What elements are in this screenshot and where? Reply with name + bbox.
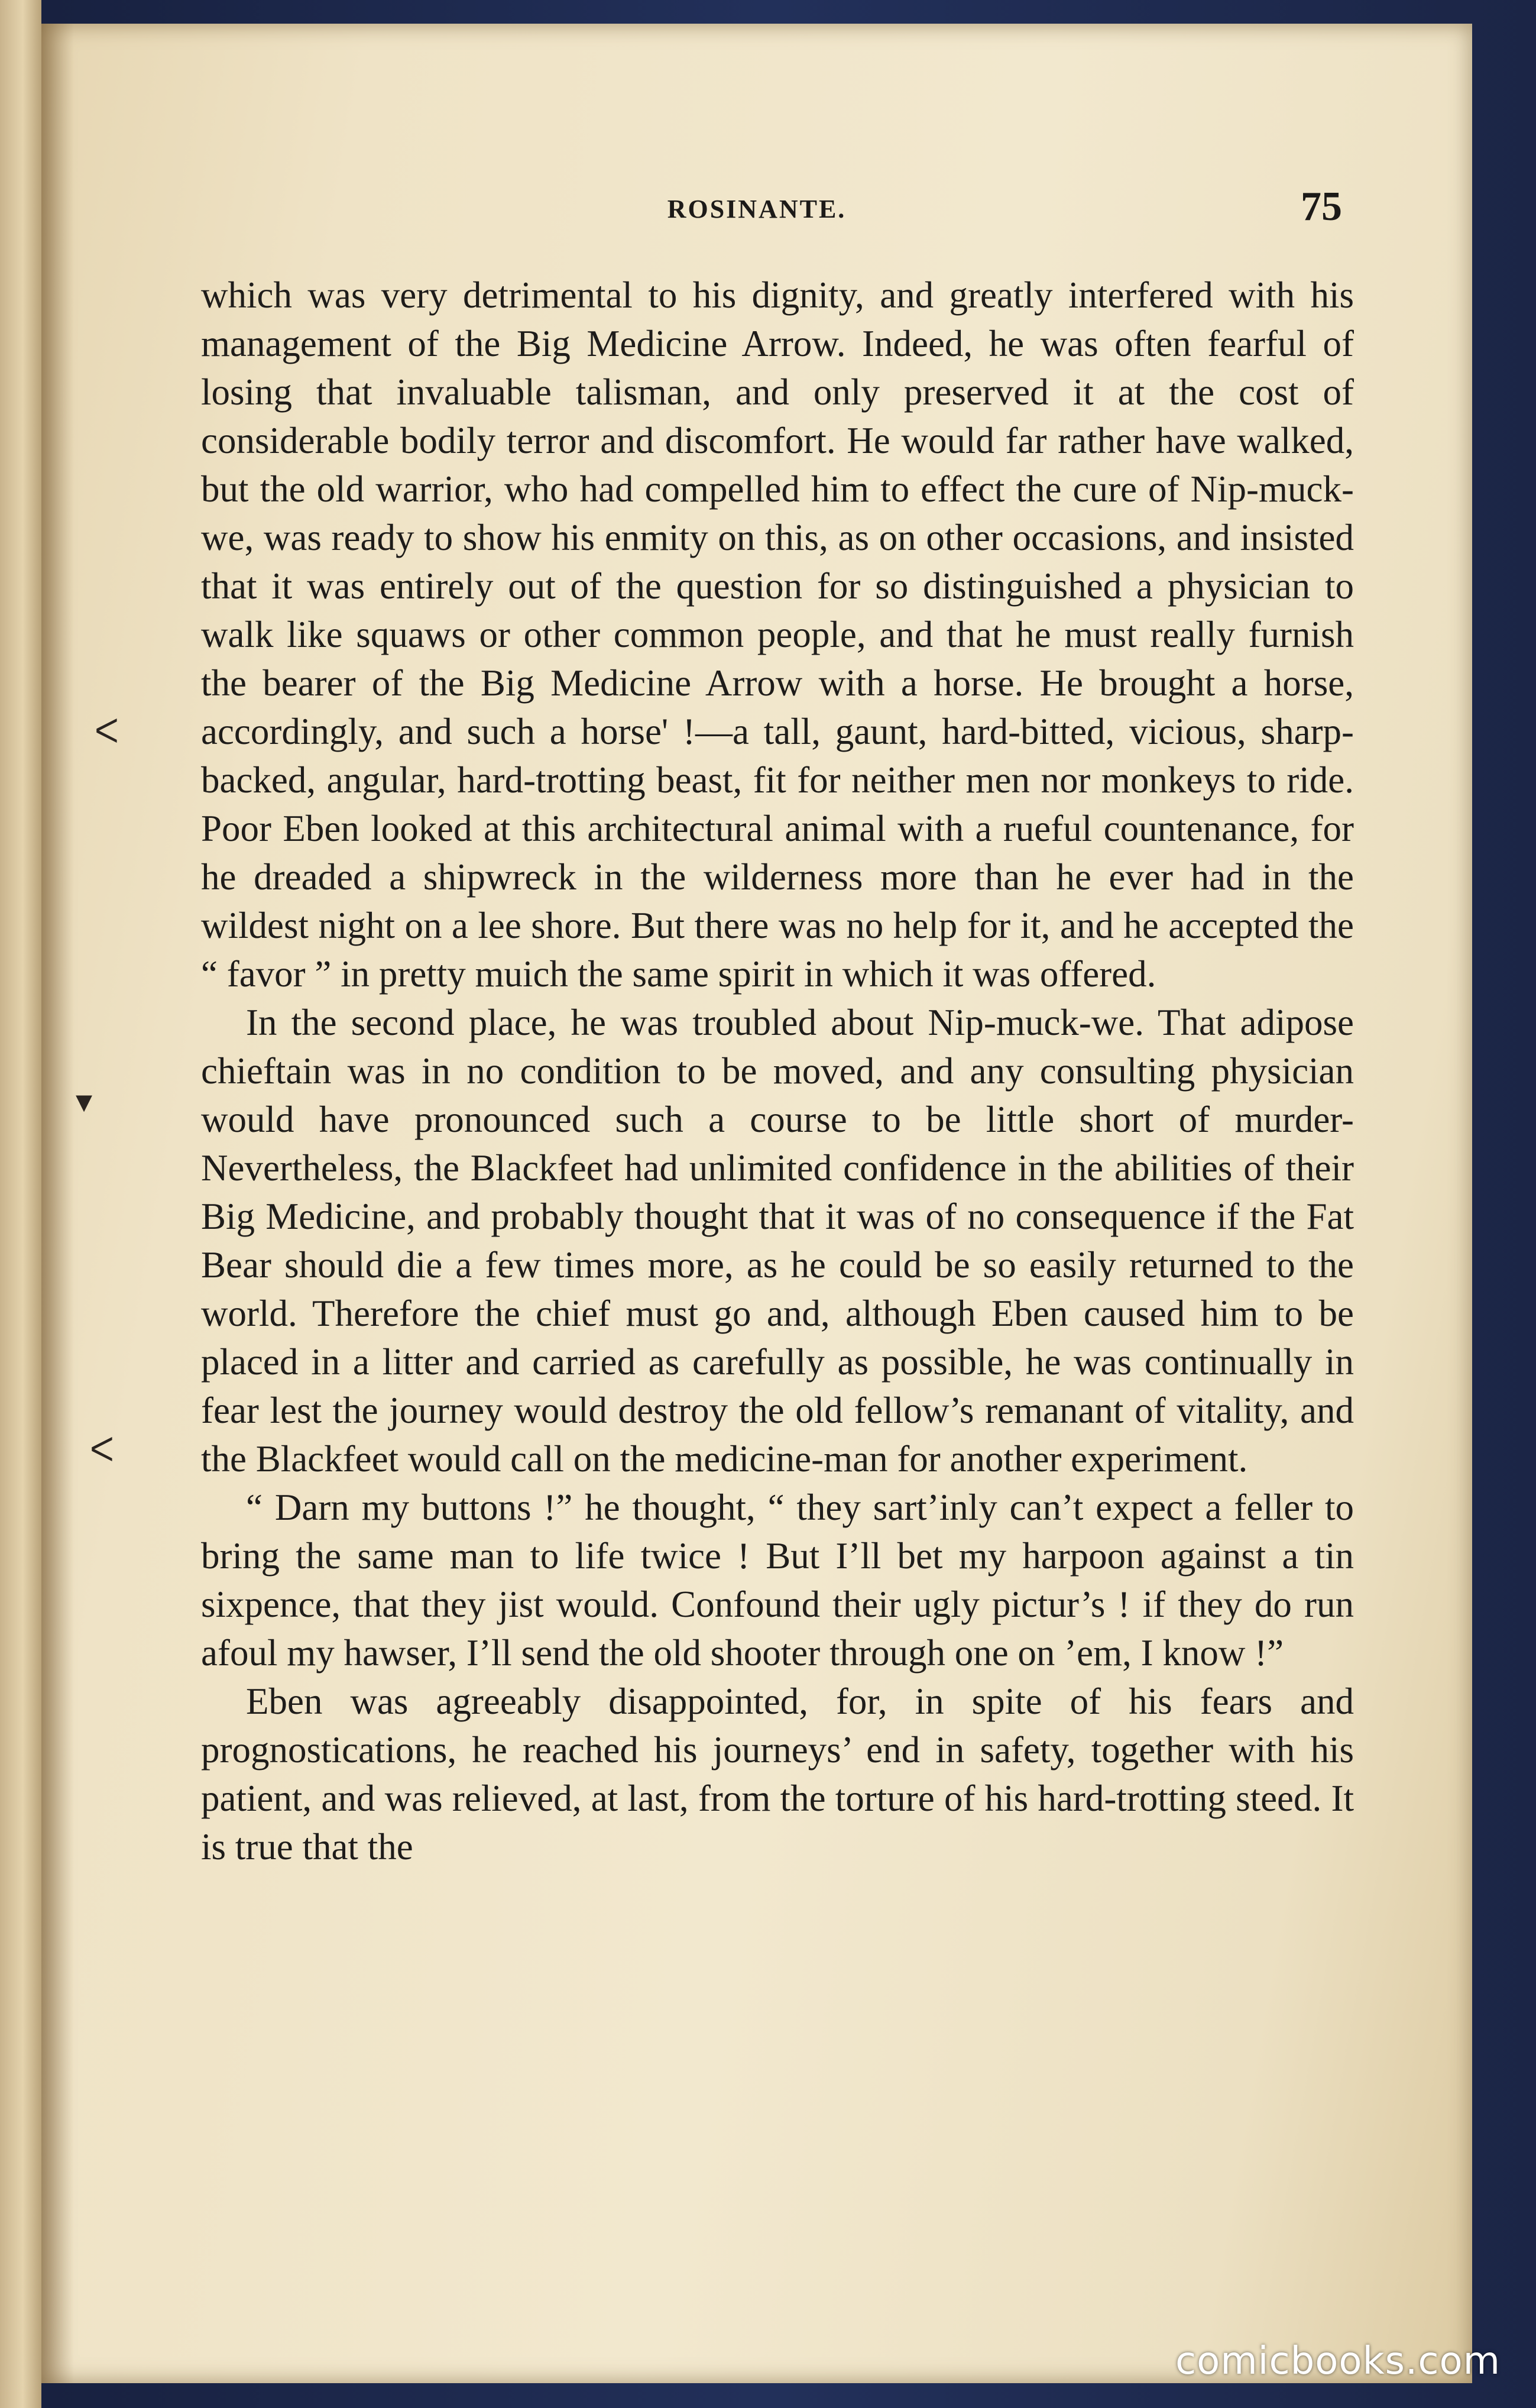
chapter-title: ROSINANTE. bbox=[667, 195, 847, 224]
running-head bbox=[177, 183, 1342, 237]
book-page bbox=[41, 24, 1472, 2383]
pencil-mark: ᐸ bbox=[90, 1431, 114, 1470]
paragraph: Eben was agreeably disappointed, for, in spite of his fears and prognostications, he reached his journeys’ end in safety, together with his patient, and was relieved, at last, from the torture of his hard-trotting steed. It is true that the bbox=[201, 1681, 1354, 1868]
page-number: 75 bbox=[1301, 184, 1342, 229]
watermark: comicbooks.com bbox=[1175, 2339, 1501, 2383]
pencil-mark: ᐸ bbox=[95, 713, 119, 751]
ink-mark: ▾ bbox=[76, 1082, 93, 1121]
body-text bbox=[201, 271, 1354, 1871]
gutter-shadow bbox=[41, 24, 74, 2383]
paragraph: “ Darn my buttons !” he thought, “ they sart’inly can’t expect a feller to bring the same man to life twice ! But I’ll bet my harpoon against a tin sixpence, that they jist would. Confound their ugly pictur’s ! if they do run afoul my hawser, I’ll send the old shooter through one on ’em, I know !” bbox=[201, 1487, 1354, 1674]
paragraph: which was very detrimental to his dignity, and greatly interfered with his management of the Big Medicine Arrow. Indeed, he was often fearful of losing that invaluable talisman, and only preserved it at the cost of considerable bodily terror and discomfort. He would far rather have walked, but the old warrior, who had compelled him to effect the cure of Nip-muck-we, was ready to show his enmity on this, as on other occasions, and insisted that it was entirely out of the question for so distinguished a physician to walk like squaws or other common people, and that he must really furnish the bearer of the Big Medicine Arrow with a horse. He brought a horse, accordingly, and such a horse' !—a tall, gaunt, hard-bitted, vicious, sharp-backed, angular, hard-trotting beast, fit for neither men nor monkeys to ride. Poor Eben looked at this architectural animal with a rueful countenance, for he dreaded a shipwreck in the wilderness more than he ever had in the wildest night on a lee shore. But there was no help for it, and he accepted the “ favor ” in pretty muich the same spirit in which it was offered. bbox=[201, 274, 1354, 995]
book-spine bbox=[0, 0, 41, 2408]
paragraph: In the second place, he was troubled about Nip-muck-we. That adipose chieftain was in no condition to be moved, and any consulting physician would have pronounced such a course to be little short of murder-Nevertheless, the Blackfeet had unlimited confidence in the abilities of their Big Medicine, and probably thought that it was of no consequence if the Fat Bear should die a few times more, as he could be so easily returned to the world. Therefore the chief must go and, although Eben caused him to be placed in a litter and carried as carefully as possible, he was continually in fear lest the journey would destroy the old fellow’s remanant of vitality, and the Blackfeet would call on the medicine-man for another experiment. bbox=[201, 1002, 1354, 1480]
